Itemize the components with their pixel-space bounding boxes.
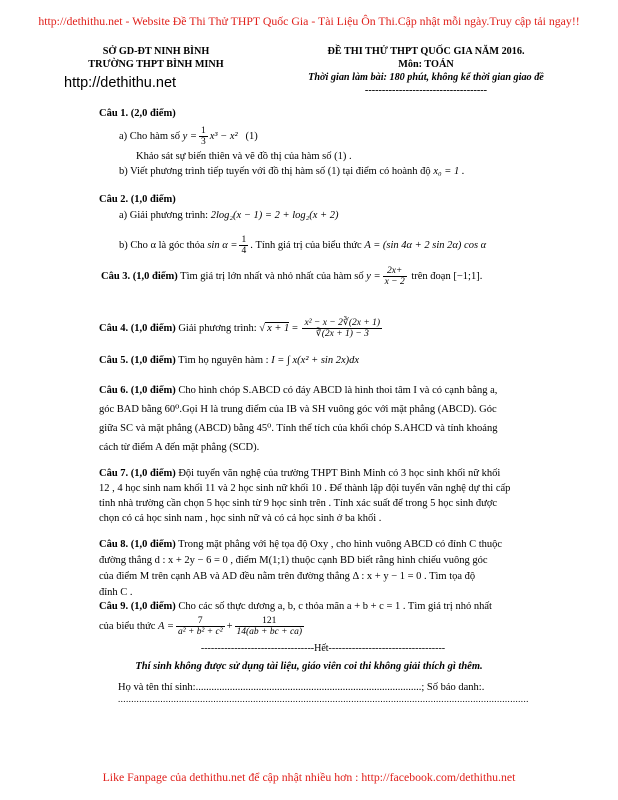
q9-lhs: A = [158,620,174,632]
q9-title: Câu 9. (1,0 điểm) [99,601,176,612]
exam-title: ĐỀ THI THỬ THPT QUỐC GIA NĂM 2016. [327,46,525,57]
q7-line3: tỉnh nhà trường cần chọn 5 học sinh từ 9 học sinh trên . Tính xác suất để trong 5 học sinh được [99,498,498,509]
top-banner: http://dethithu.net - Website Đề Thi Thử THPT Quốc Gia - Tài Liệu Ôn Thi.Cập nhật mỗi ngày.Truy cập tải ngay!! [38,14,580,28]
q3-interval: [−1;1]. [453,270,483,282]
q8-line4: đỉnh C . [99,587,133,598]
school-header [56,45,256,71]
q9-line1 [99,600,492,613]
q9-fraction-1 [176,616,225,637]
q8-text-1: Trong mặt phẳng với hệ tọa độ Oxy , cho hình vuông ABCD có đỉnh C thuộc [175,539,503,550]
time-line: Thời gian làm bài: 180 phút, không kể thời gian giao đề [308,72,544,83]
q3-fraction [383,266,407,287]
q2-b-mid: . Tính giá trị của biểu thức [250,239,365,251]
q8-line1 [99,538,502,551]
q7-line4: chọn có cả học sinh nam , học sinh nữ và có cả học sinh ở ba khối . [99,513,382,524]
q2-b-fraction [239,235,248,256]
q6-title: Câu 6. (1,0 điểm) [99,385,176,396]
q1-title: Câu 1. (2,0 điểm) [99,108,176,119]
q1-a-num: 1 [200,126,206,136]
department-name: SỞ GD-ĐT NINH BÌNH [102,46,210,57]
q6-line2: góc BAD bằng 60⁰.Gọi H là trung điểm của IB và SH vuông góc với mặt phẳng (ABCD). Góc [99,404,497,415]
q4-title: Câu 4. (1,0 điểm) [99,322,176,334]
q9-plus: + [226,620,233,632]
footer-banner[interactable]: Like Fanpage của dethithu.net để cập nhật nhiều hơn : http://facebook.com/dethithu.net [102,770,516,784]
q1-b-text: b) Viết phương trình tiếp tuyến với đồ thị hàm số (1) tại điểm có hoành độ [119,166,434,177]
end-marker: ----------------------------------Hết----------------------------------- [200,643,446,654]
q2-part-a [119,209,339,222]
q1-a-text: a) Cho hàm số [119,130,183,142]
q5-title: Câu 5. (1,0 điểm) [99,355,176,366]
header-rule: ------------------------------------ [364,85,488,96]
q6-line3: giữa SC và mặt phẳng (ABCD) bằng 45⁰. Tính thể tích của khối chóp S.AHCD và tính khoảng [99,423,498,434]
q3-lhs: y = [366,270,381,282]
q9-text-1: Cho các số thực dương a, b, c thỏa mãn a + b + c = 1 . Tìm giá trị nhỏ nhất [175,601,492,612]
school-name: TRƯỜNG THPT BÌNH MINH [88,59,224,70]
exam-header [256,45,596,97]
q1-a-fraction [199,126,208,147]
q2-b-den: 4 [241,246,247,256]
q1-a-tag: (1) [245,130,258,142]
q9-fraction-2 [235,616,305,637]
q9-f1-num: 7 [176,616,225,627]
q2-b-math: A = (sin 4α + 2 sin 2α) cos α [364,239,487,251]
q8-title: Câu 8. (1,0 điểm) [99,539,176,550]
q9-f2-num: 121 [235,616,305,627]
q1-part-b [119,165,464,178]
q4-lhs: x + 1 [267,322,290,334]
q3-den: x − 2 [384,277,405,287]
q4-num: x² − x − 2∛(2x + 1) [304,318,381,328]
q9-line2 [99,616,306,637]
site-url[interactable]: http://dethithu.net [64,75,177,91]
q4: Câu 4. (1,0 điểm) Giải phương trình: √ x + 1 = $\frac{\text{x² − x − 2∛(2x + 1)}}{∛(2x + 1) - 3}$ [99,318,381,339]
q3-num: 2x+ [383,266,407,277]
q1-b-math: x₀ = 1 . [433,166,465,177]
q1-part-a [119,126,258,147]
q2-a-text: a) Giải phương trình: [119,210,211,221]
q2-title: Câu 2. (1,0 điểm) [99,194,176,205]
candidate-info-line: Họ và tên thí sinh:......................................................................................; Số báo danh:. [118,682,485,693]
q6-text-1: Cho hình chóp S.ABCD có đáy ABCD là hình thoi tâm I và có cạnh bằng a, [175,385,498,396]
q9-f2-den: 14(ab + bc + ca) [236,627,303,637]
q7-line1 [99,467,500,480]
q1-a-line2: Khảo sát sự biến thiên và vẽ đồ thị của hàm số (1) . [136,151,352,162]
q7-text-1: Đội tuyển văn nghệ của trường THPT Bình Minh có 3 học sinh khối nữ khối [175,468,501,479]
q3-text: Tìm giá trị lớn nhất và nhỏ nhất của hàm số [177,270,367,282]
q9-f1-den: a² + b² + c² [177,627,223,637]
q5-text: Tìm họ nguyên hàm : [175,355,272,366]
exam-note: Thí sinh không được sử dụng tài liệu, giáo viên coi thi không giải thích gì thêm. [135,661,483,672]
q8-line2: đường thẳng d : x + 2y − 6 = 0 , điểm M(1;1) thuộc cạnh BD biết rằng hình chiếu vuông góc [99,555,488,566]
q5-math: I = ∫ x(x² + sin 2x)dx [271,355,360,366]
q4-den: ∛(2x + 1) − 3 [315,329,369,339]
q1-a-den: 3 [200,137,206,147]
q4-fraction [302,318,382,339]
q4-text: Giải phương trình: [175,322,260,334]
q6-line1 [99,384,497,397]
dotted-line: ........................................................................................................................................................... [118,694,529,704]
q6-line4: cách từ điểm A đến mặt phẳng (SCD). [99,442,260,453]
q2-b-text: b) Cho α là góc thỏa [119,239,208,251]
q7-line2: 12 , 4 học sinh nam khối 11 và 2 học sinh nữ khối 10 . Để thành lập đội tuyển văn nghệ dự thi cấp [99,483,511,494]
subject-line: Môn: TOÁN [398,59,454,70]
q2-b-num: 1 [241,235,247,245]
q1-a-lhs: y = [182,130,197,142]
q2-b-lhs: sin α = [207,239,238,251]
q7-title: Câu 7. (1,0 điểm) [99,468,176,479]
q8-line3: của điểm M trên cạnh AB và AD đều nằm trên đường thẳng Δ : x + y − 1 = 0 . Tìm tọa độ [99,571,476,582]
q3-tail: trên đoạn [408,270,454,282]
q1-a-rhs: x³ − x² [209,130,238,142]
q3 [101,266,482,287]
q3-title: Câu 3. (1,0 điểm) [101,270,178,282]
q9-text-2: của biểu thức [99,620,159,632]
q2-part-b [119,235,486,256]
q2-a-math: 2log₂(x − 1) = 2 + log₂(x + 2) [210,210,339,221]
q5 [99,354,359,367]
